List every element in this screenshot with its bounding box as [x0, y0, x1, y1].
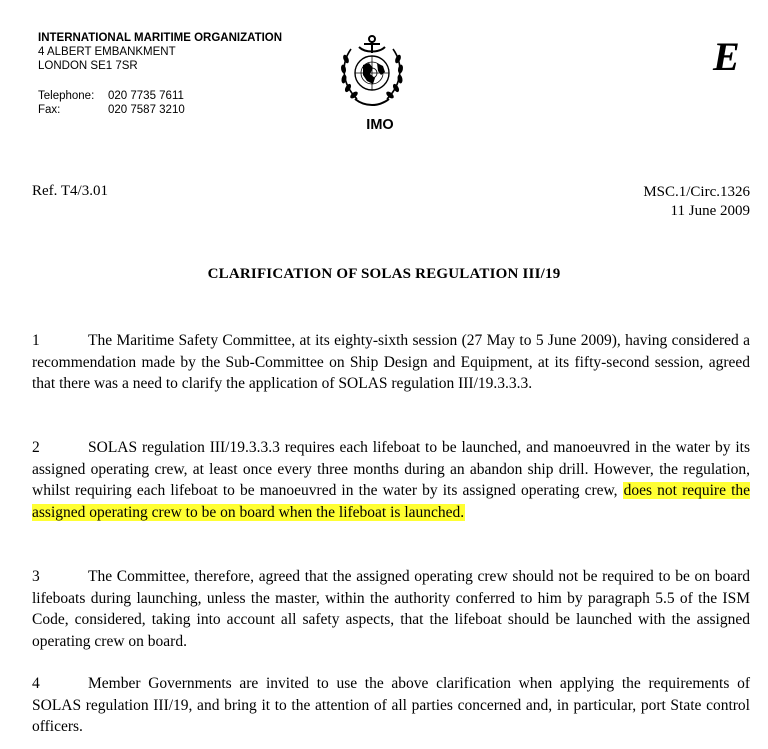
fax-label: Fax:	[38, 104, 61, 116]
paragraph-number: 3	[32, 568, 40, 585]
address-line-2: LONDON SE1 7SR	[38, 60, 138, 72]
fax-row	[38, 103, 185, 117]
telephone-label: Telephone:	[38, 90, 95, 102]
circular-info	[643, 183, 750, 221]
logo-text: IMO	[366, 117, 394, 133]
language-mark: E	[713, 34, 740, 79]
address-line-1: 4 ALBERT EMBANKMENT	[38, 46, 176, 58]
telephone-value: 020 7735 7611	[108, 90, 184, 102]
paragraph-number: 2	[32, 439, 40, 456]
paragraph-2	[32, 437, 750, 523]
paragraph-3	[32, 566, 750, 652]
paragraph-text: The Maritime Safety Committee, at its eighty-sixth session (27 May to 5 June 2009), having considered a recommendation made by the Sub-Committee on Ship Design and Equipment, at its fifty-second session, agreed that there was a need to clarify the application of SOLAS regulation III/19.3.3.3.	[32, 332, 750, 392]
telephone-row	[38, 89, 185, 103]
paragraph-text: Member Governments are invited to use the above clarification when applying the requirements of SOLAS regulation III/19, and bring it to the attention of all parties concerned and, in particular, port State control officers.	[32, 675, 750, 735]
highlighted-text: does not require the assigned operating crew to be on board when the lifeboat is launched.	[32, 482, 751, 521]
paragraph-4	[32, 673, 750, 738]
circular-number: MSC.1/Circ.1326	[643, 184, 750, 200]
document-title: CLARIFICATION OF SOLAS REGULATION III/19	[207, 266, 561, 282]
paragraph-number: 1	[32, 332, 40, 349]
fax-value: 020 7587 3210	[108, 104, 185, 116]
paragraph-1	[32, 330, 750, 395]
contact-info	[38, 89, 185, 117]
reference-number: Ref. T4/3.01	[32, 183, 108, 199]
paragraph-number: 4	[32, 675, 40, 692]
paragraph-text: The Committee, therefore, agreed that the assigned operating crew should not be required to be on board lifeboats during launching, unless the master, within the authority conferred to him by paragraph 5.5 of the ISM Code, considered, taking into account all safety aspects, that the lifeboat should be launched with the assigned operating crew on board.	[32, 568, 750, 650]
organization-address	[38, 31, 282, 73]
organization-name: INTERNATIONAL MARITIME ORGANIZATION	[38, 32, 283, 44]
paragraph-text: SOLAS regulation III/19.3.3.3 requires each lifeboat to be launched, and manoeuvred in the water by its assigned operating crew, at least once every three months during an abandon ship drill. However, the regulation, whilst requiring each lifeboat to be manoeuvred in the water by its assigned operating crew,	[32, 439, 750, 499]
circular-date: 11 June 2009	[670, 203, 750, 219]
imo-emblem-icon	[337, 33, 407, 109]
